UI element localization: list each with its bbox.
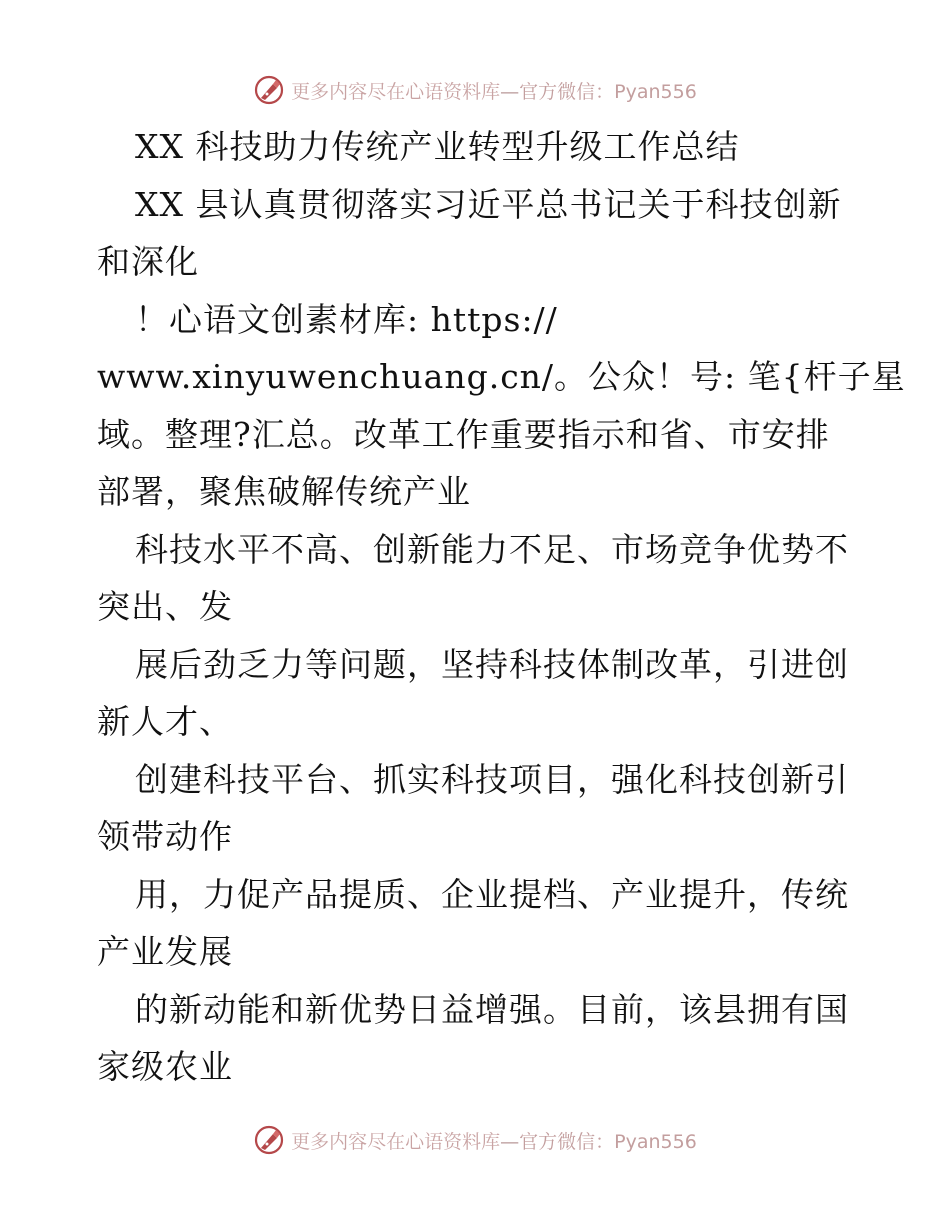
document-line: 部署，聚焦破解传统产业 — [97, 472, 471, 511]
document-line: XX 县认真贯彻落实习近平总书记关于科技创新 — [135, 184, 842, 224]
document-line: www.xinyuwenchuang.cn/。公众！号: 笔{杆子星 — [97, 357, 906, 396]
footer-banner — [0, 1120, 950, 1160]
banner-main-text: 更多内容尽在心语资料库 — [291, 80, 501, 103]
banner-text — [291, 1127, 697, 1154]
pen-nib-logo-icon — [253, 74, 285, 106]
banner-main-text: 更多内容尽在心语资料库 — [291, 1130, 501, 1153]
banner-separator: — — [500, 80, 520, 103]
document-line: 用，力促产品提质、企业提档、产业提升，传统 — [135, 874, 849, 914]
banner-separator: — — [500, 1130, 520, 1153]
pen-nib-logo-icon — [253, 1124, 285, 1156]
banner-wechat-text: 官方微信：Pyan556 — [519, 1130, 697, 1153]
document-line: 突出、发 — [97, 587, 233, 626]
document-line: 展后劲乏力等问题，坚持科技体制改革，引进创 — [135, 644, 849, 684]
banner-text — [291, 77, 697, 104]
document-line: 创建科技平台、抓实科技项目，强化科技创新引 — [135, 759, 849, 799]
document-line: ！心语文创素材库: https:// — [135, 299, 558, 339]
document-line: 和深化 — [97, 242, 199, 281]
document-line: 的新动能和新优势日益增强。目前，该县拥有国 — [135, 989, 849, 1029]
header-banner — [0, 70, 950, 110]
document-line: 领带动作 — [97, 817, 233, 856]
document-line: 科技水平不高、创新能力不足、市场竞争优势不 — [135, 529, 849, 569]
document-line: 新人才、 — [97, 702, 233, 741]
document-line: 家级农业 — [97, 1047, 233, 1086]
document-line: 产业发展 — [97, 932, 233, 971]
document-body — [97, 118, 906, 1096]
banner-wechat-text: 官方微信：Pyan556 — [519, 80, 697, 103]
document-line: XX 科技助力传统产业转型升级工作总结 — [135, 127, 740, 166]
document-line: 域。整理?汇总。改革工作重要指示和省、市安排 — [97, 414, 830, 454]
